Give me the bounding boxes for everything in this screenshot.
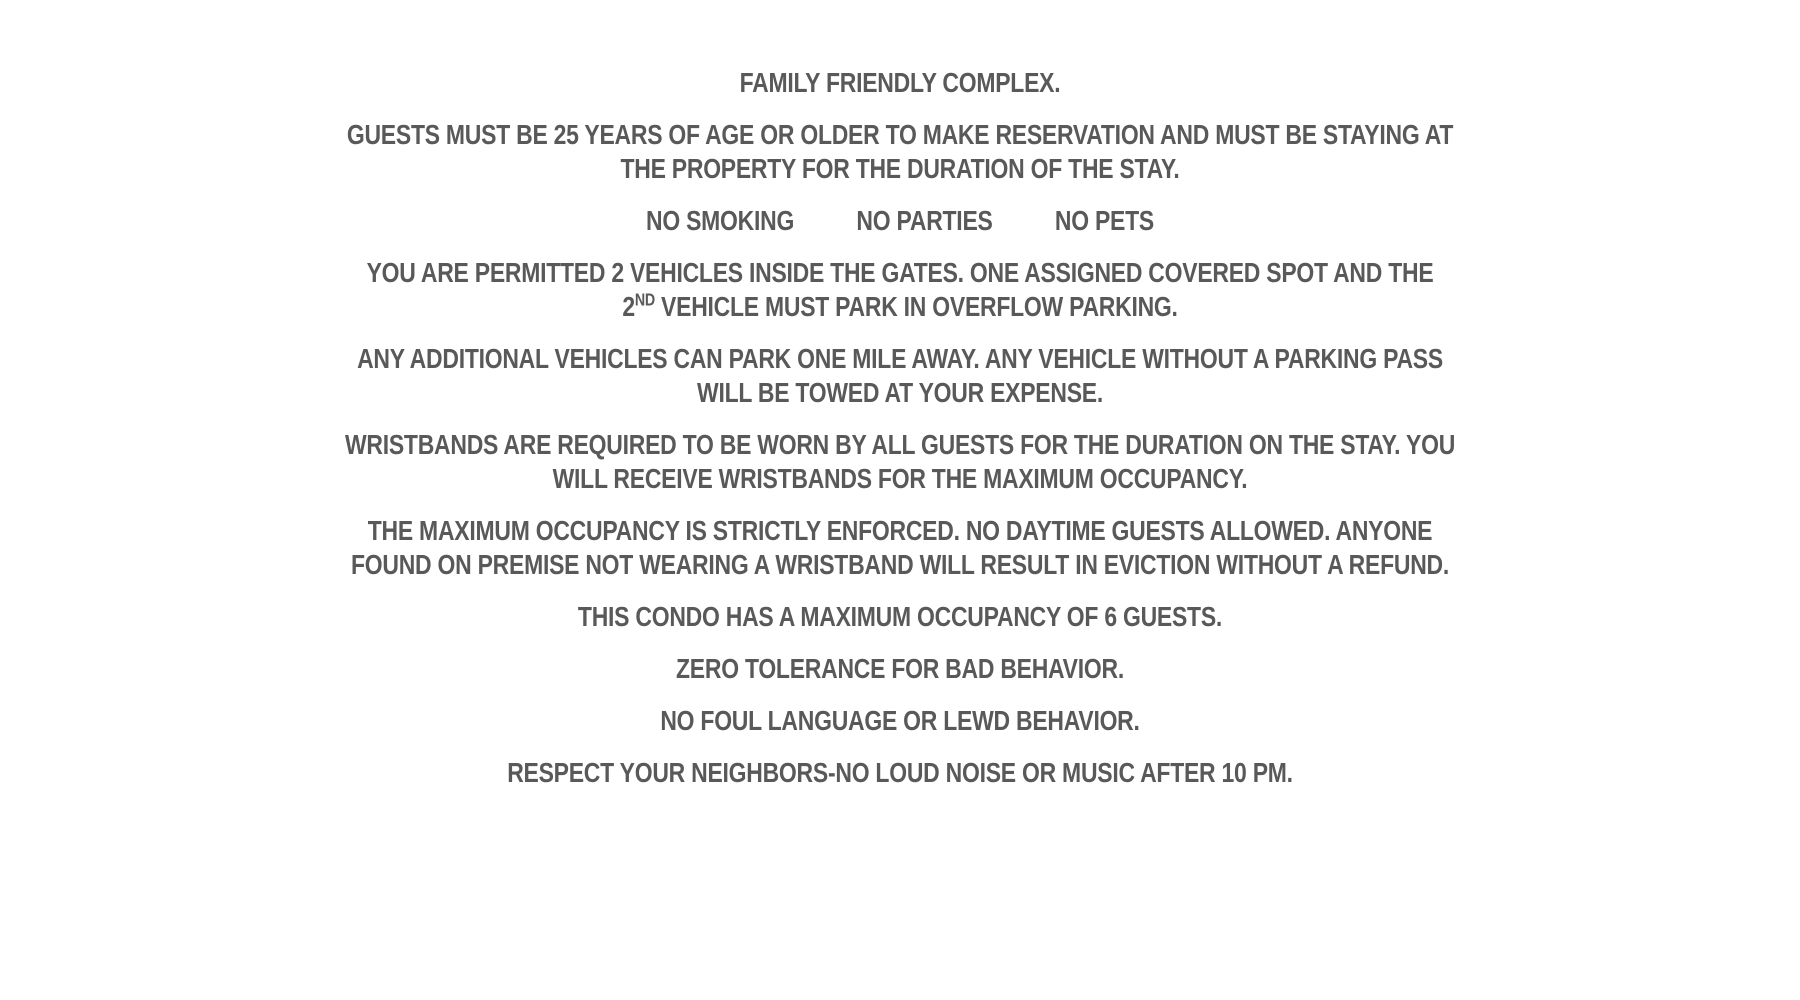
text-line: FOUND ON PREMISE NOT WEARING A WRISTBAND WILL RESULT IN EVICTION WITHOUT A REFUND. <box>350 549 1450 580</box>
text-line: RESPECT YOUR NEIGHBORS-NO LOUD NOISE OR MUSIC AFTER 10 PM. <box>507 757 1293 788</box>
text-line: WILL RECEIVE WRISTBANDS FOR THE MAXIMUM OCCUPANCY. <box>552 463 1248 494</box>
text-segment: VEHICLE MUST PARK IN OVERFLOW PARKING. <box>654 291 1178 322</box>
prohibitions-row <box>162 204 1638 238</box>
text-line: YOU ARE PERMITTED 2 VEHICLES INSIDE THE GATES. ONE ASSIGNED COVERED SPOT AND THE <box>366 257 1434 288</box>
text-segment: 2 <box>622 291 635 322</box>
rule-item: NO PETS <box>1054 205 1154 236</box>
paragraph-respect-neighbors <box>162 756 1638 790</box>
text-line: THIS CONDO HAS A MAXIMUM OCCUPANCY OF 6 GUESTS. <box>577 601 1223 632</box>
house-rules-document <box>0 66 1800 790</box>
paragraph-additional-vehicles <box>162 342 1638 410</box>
paragraph-max-occupancy <box>162 600 1638 634</box>
text-line: NO FOUL LANGUAGE OR LEWD BEHAVIOR. <box>660 705 1140 736</box>
text-line: GUESTS MUST BE 25 YEARS OF AGE OR OLDER TO MAKE RESERVATION AND MUST BE STAYING AT <box>346 119 1454 150</box>
text-line: THE MAXIMUM OCCUPANCY IS STRICTLY ENFORCED. NO DAYTIME GUESTS ALLOWED. ANYONE <box>367 515 1433 546</box>
rule-item: NO SMOKING <box>646 205 795 236</box>
rule-item: NO PARTIES <box>856 205 993 236</box>
text-line <box>162 290 1638 324</box>
text-line: WRISTBANDS ARE REQUIRED TO BE WORN BY ALL GUESTS FOR THE DURATION ON THE STAY. YOU <box>344 429 1456 460</box>
paragraph-prohibitions-row <box>162 204 1638 238</box>
text-line: THE PROPERTY FOR THE DURATION OF THE STAY. <box>620 153 1180 184</box>
text-line: FAMILY FRIENDLY COMPLEX. <box>739 67 1061 98</box>
paragraph-no-foul-language <box>162 704 1638 738</box>
paragraph-age-requirement <box>162 118 1638 186</box>
text-line: ANY ADDITIONAL VEHICLES CAN PARK ONE MILE AWAY. ANY VEHICLE WITHOUT A PARKING PASS <box>357 343 1443 374</box>
paragraph-wristbands <box>162 428 1638 496</box>
text-line: ZERO TOLERANCE FOR BAD BEHAVIOR. <box>676 653 1124 684</box>
ordinal-superscript: ND <box>634 289 655 310</box>
paragraph-vehicles-permitted <box>162 256 1638 324</box>
paragraph-zero-tolerance <box>162 652 1638 686</box>
text-line: WILL BE TOWED AT YOUR EXPENSE. <box>697 377 1103 408</box>
paragraph-title <box>162 66 1638 100</box>
paragraph-occupancy-enforced <box>162 514 1638 582</box>
